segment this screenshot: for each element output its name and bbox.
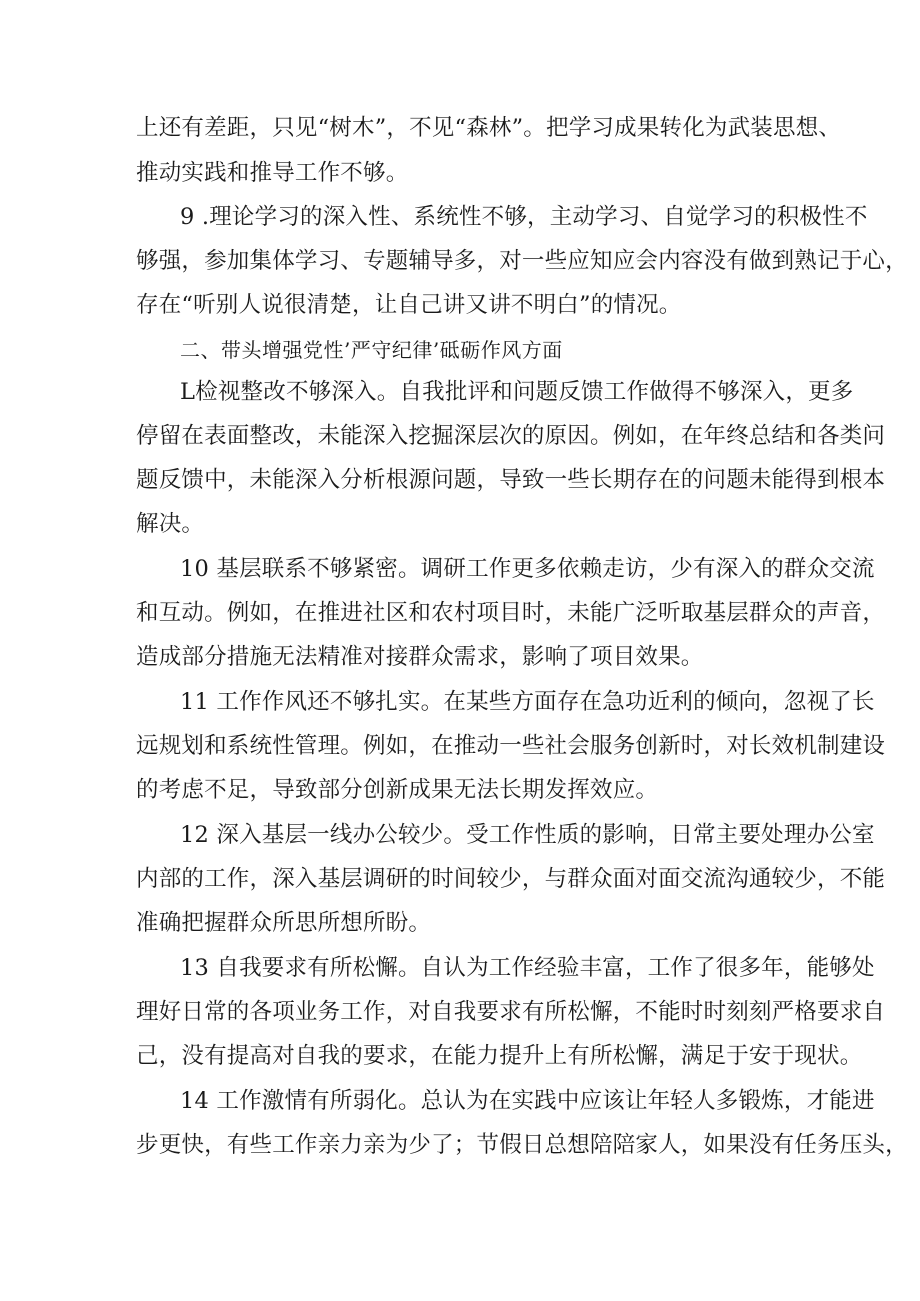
text-line: 准确把握群众所思所想所盼。 (136, 910, 432, 936)
paragraph-9-line: 9 .理论学习的深入性、系统性不够，主动学习、自觉学习的积极性不 (180, 204, 868, 230)
text-line: 存在“听别人说很清楚，让自己讲又讲不明白”的情况。 (136, 292, 682, 318)
text-line: 推动实践和推导工作不够。 (136, 160, 409, 186)
text-line: 上还有差距，只见“树木”，不见“森林”。把学习成果转化为武装思想、 (136, 115, 842, 141)
text-line: 解决。 (136, 511, 205, 537)
paragraph-14-line: 14 工作激情有所弱化。总认为在实践中应该让年轻人多锻炼，才能进 (180, 1088, 875, 1114)
text-line: 造成部分措施无法精准对接群众需求，影响了项目效果。 (136, 644, 704, 670)
text-line: 和互动。例如，在推进社区和农村项目时，未能广泛听取基层群众的声音， (136, 600, 886, 626)
paragraph-12-line: 12 深入基层一线办公较少。受工作性质的影响，日常主要处理办公室 (180, 822, 875, 848)
text-line: 步更快，有些工作亲力亲为少了；节假日总想陪陪家人，如果没有任务压头， (136, 1132, 908, 1158)
text-line: 够强，参加集体学习、专题辅导多，对一些应知应会内容没有做到熟记于心， (136, 248, 908, 274)
paragraph-11-line: 11 工作作风还不够扎实。在某些方面存在急功近利的倾向，忽视了长 (180, 689, 875, 715)
paragraph-l-line: L检视整改不够深入。自我批评和问题反馈工作做得不够深入，更多 (180, 379, 854, 405)
paragraph-13-line: 13 自我要求有所松懈。自认为工作经验丰富，工作了很多年，能够处 (180, 955, 875, 981)
section-heading: 二、带头增强党性’严守纪律’砥砺作风方面 (180, 338, 563, 362)
text-line: 题反馈中，未能深入分析根源问题，导致一些长期存在的问题未能得到根本 (136, 467, 886, 493)
text-line: 理好日常的各项业务工作，对自我要求有所松懈，不能时时刻刻严格要求自 (136, 999, 886, 1025)
text-line: 的考虑不足，导致部分创新成果无法长期发挥效应。 (136, 777, 659, 803)
text-line: 己，没有提高对自我的要求，在能力提升上有所松懈，满足于安于现状。 (136, 1043, 863, 1069)
paragraph-10-line: 10 基层联系不够紧密。调研工作更多依赖走访，少有深入的群众交流 (180, 556, 875, 582)
text-line: 内部的工作，深入基层调研的时间较少，与群众面对面交流沟通较少，不能 (136, 866, 886, 892)
text-line: 远规划和系统性管理。例如，在推动一些社会服务创新时，对长效机制建设 (136, 733, 886, 759)
text-line: 停留在表面整改，未能深入挖掘深层次的原因。例如，在年终总结和各类问 (136, 423, 886, 449)
